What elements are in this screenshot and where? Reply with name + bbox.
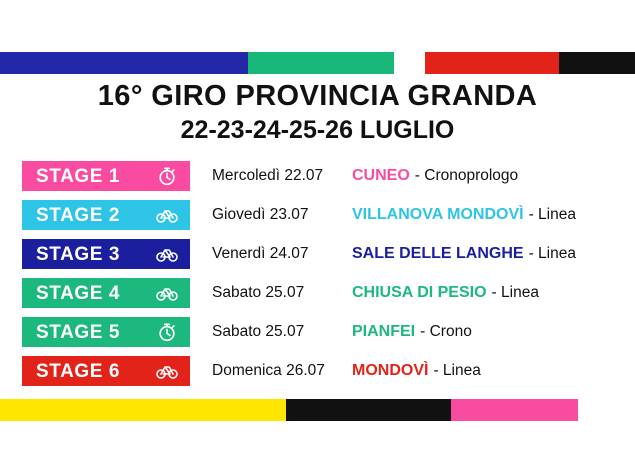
stage-type: - Linea (491, 284, 539, 301)
stage-label: STAGE 2 (36, 204, 121, 226)
color-bar-segment (451, 399, 578, 421)
stage-badge (22, 317, 190, 347)
stage-label: STAGE 6 (36, 360, 121, 382)
bicycle-icon (156, 282, 178, 304)
color-bar-segment (425, 52, 558, 74)
stage-badge (22, 161, 190, 191)
stage-place: PIANFEI (352, 323, 416, 340)
stage-place: CHIUSA DI PESIO (352, 284, 487, 301)
stage-type: - Linea (528, 245, 576, 262)
stage-date: Mercoledì 22.07 (212, 167, 324, 184)
bicycle-icon (156, 243, 178, 265)
bicycle-icon (156, 360, 178, 382)
stage-row (22, 200, 616, 230)
stage-label: STAGE 1 (36, 165, 121, 187)
top-color-bar (0, 52, 635, 74)
color-bar-segment (0, 52, 248, 74)
stage-row (22, 317, 616, 347)
color-bar-segment (248, 52, 394, 74)
stage-type: - Linea (433, 362, 481, 379)
stage-badge (22, 200, 190, 230)
bottom-color-bar (0, 399, 635, 421)
stage-label: STAGE 3 (36, 243, 121, 265)
stage-label: STAGE 5 (36, 321, 121, 343)
stage-list (22, 161, 616, 395)
page-subtitle: 22-23-24-25-26 LUGLIO (180, 116, 455, 145)
stage-date: Venerdì 24.07 (212, 245, 309, 262)
stage-label: STAGE 4 (36, 282, 121, 304)
stage-row (22, 161, 616, 191)
stage-badge (22, 239, 190, 269)
stage-place: CUNEO (352, 167, 410, 184)
stage-badge (22, 278, 190, 308)
stopwatch-icon (156, 165, 178, 187)
stage-place: VILLANOVA MONDOVÌ (352, 206, 524, 223)
color-bar-segment (286, 399, 451, 421)
stage-row (22, 239, 616, 269)
stage-type: - Crono (420, 323, 472, 340)
stage-type: - Linea (528, 206, 576, 223)
color-bar-segment (559, 52, 635, 74)
stopwatch-icon (156, 321, 178, 343)
stage-date: Domenica 26.07 (212, 362, 325, 379)
stage-type: - Cronoprologo (414, 167, 519, 184)
stage-date: Giovedì 23.07 (212, 206, 309, 223)
color-bar-segment (0, 399, 286, 421)
bicycle-icon (156, 204, 178, 226)
stage-row (22, 278, 616, 308)
stage-badge (22, 356, 190, 386)
stage-date: Sabato 25.07 (212, 284, 305, 301)
stage-date: Sabato 25.07 (212, 323, 305, 340)
page-title: 16° GIRO PROVINCIA GRANDA (97, 80, 538, 112)
stage-place: SALE DELLE LANGHE (352, 245, 524, 262)
stage-place: MONDOVÌ (352, 362, 429, 379)
title-block (0, 80, 635, 147)
color-bar-segment (578, 399, 635, 421)
stage-row (22, 356, 616, 386)
color-bar-segment (394, 52, 426, 74)
